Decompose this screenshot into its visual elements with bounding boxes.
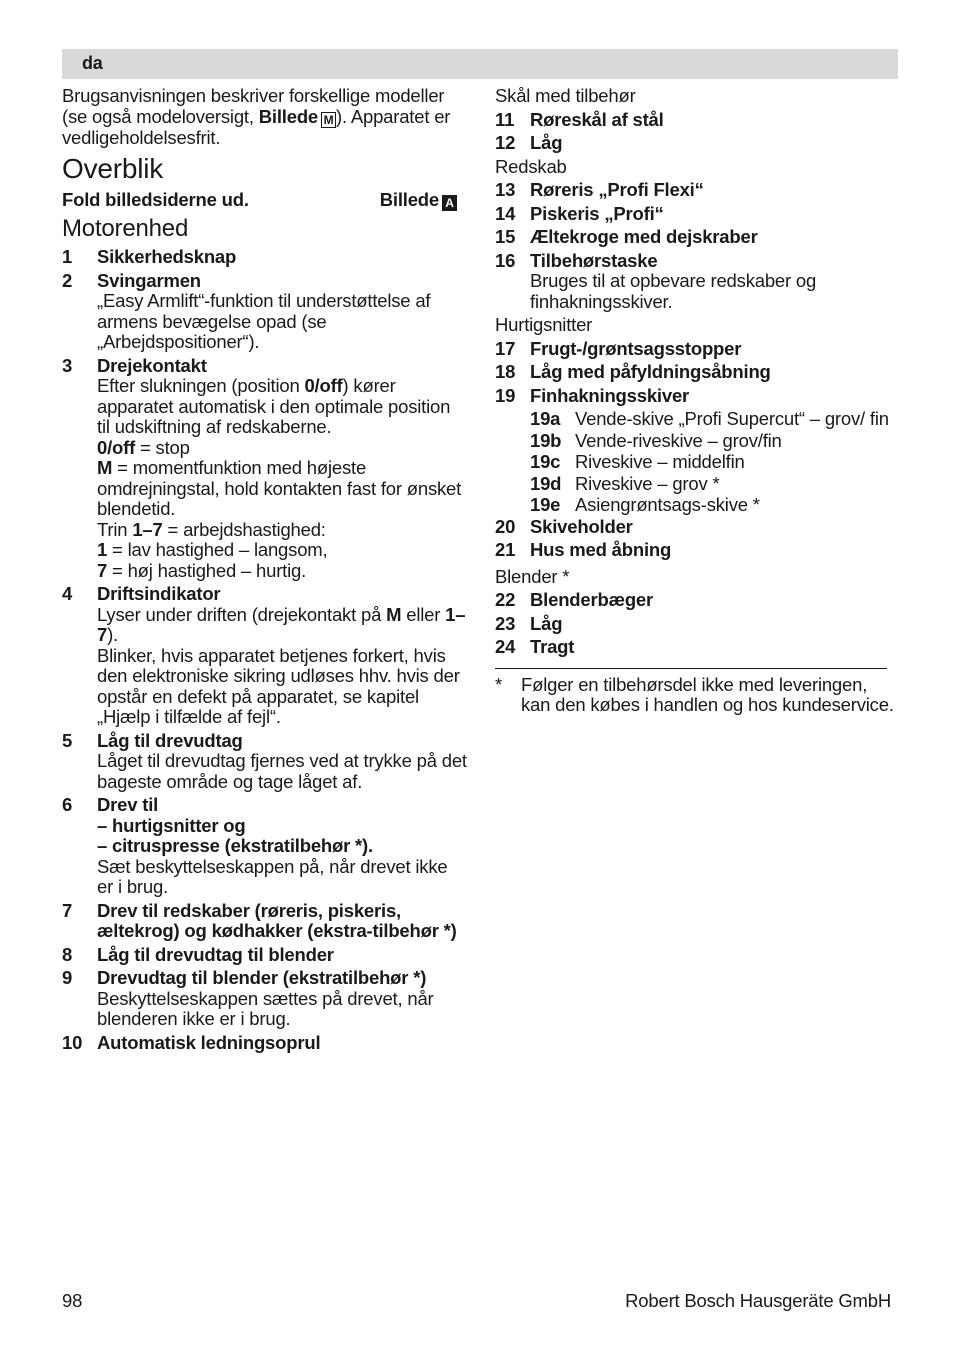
list-item: 14 Piskeris „Profi“ bbox=[495, 202, 664, 224]
list-item: 10 Automatisk ledningsoprul bbox=[62, 1031, 321, 1053]
motor-heading: Motorenhed bbox=[62, 215, 189, 242]
list-item: 1 Sikkerhedsknap bbox=[62, 246, 237, 267]
fold-instruction: Fold billedsiderne ud. Billede A bbox=[62, 188, 467, 212]
list-item: 16 Tilbehørstaske Bruges til at opbevare redskaber og finhakningsskiver. bbox=[495, 249, 817, 312]
intro-paragraph: Brugsanvisningen beskriver forskellige modeller (se også modeloversigt, Billede M ). Apparatet er vedligeholdelsesfrit. bbox=[62, 85, 451, 148]
footnote-divider bbox=[495, 668, 887, 669]
chopper-heading: Hurtigsnitter bbox=[495, 314, 593, 335]
list-item: 23 Låg bbox=[495, 612, 563, 634]
list-item: 3 Drejekontakt Efter slukningen (position 0/off) kører apparatet automatisk i den optimale position til udskiftning af redskaberne. 0/off = stop M = momentfunktion med højeste omdrejningstal, hold kontakten fast for ønsket blendetid. Trin 1–7 = arbejdshastighed: 1 = lav hastighed – langsom, 7 = høj hastighed – hurtig. bbox=[62, 354, 462, 581]
sub-list-item: 19a Vende-skive „Profi Supercut“ – grov/ fin bbox=[530, 408, 889, 429]
bowl-heading: Skål med tilbehør bbox=[495, 85, 636, 106]
sub-list-item: 19b Vende-riveskive – grov/fin bbox=[530, 429, 782, 451]
list-item: 18 Låg med påfyldningsåbning bbox=[495, 361, 771, 382]
company-name: Robert Bosch Hausgeräte GmbH bbox=[625, 1290, 891, 1311]
sub-list-item: 19e Asiengrøntsags-skive * bbox=[530, 494, 760, 515]
sub-list-item: 19d Riveskive – grov * bbox=[530, 472, 720, 494]
figure-a-icon: A bbox=[442, 195, 457, 211]
figure-m-icon: M bbox=[321, 112, 336, 128]
list-item: 24 Tragt bbox=[495, 636, 575, 657]
list-item: 15 Æltekroge med dejskraber bbox=[495, 226, 758, 247]
list-item: 20 Skiveholder bbox=[495, 515, 633, 537]
list-item: 9 Drevudtag til blender (ekstratilbehør *) Beskyttelseskappen sættes på drevet, når blenderen ikke er i brug. bbox=[62, 967, 434, 1029]
list-item: 19 Finhakningsskiver bbox=[495, 384, 690, 406]
list-item: 12 Låg bbox=[495, 132, 563, 153]
page-number: 98 bbox=[62, 1290, 83, 1311]
list-item: 2 Svingarmen „Easy Armlift“-funktion til understøttelse af armens bevægelse opad (se „Arbejdspositioner“). bbox=[62, 269, 431, 352]
list-item: 8 Låg til drevudtag til blender bbox=[62, 943, 334, 965]
list-item: 21 Hus med åbning bbox=[495, 539, 672, 560]
list-item: 13 Røreris „Profi Flexi“ bbox=[495, 179, 704, 200]
list-item: 11 Røreskål af stål bbox=[495, 108, 664, 130]
list-item: 5 Låg til drevudtag Låget til drevudtag fjernes ved at trykke på det bageste område og tage låget af. bbox=[62, 729, 467, 792]
list-item: 22 Blenderbæger bbox=[495, 589, 654, 610]
language-code: da bbox=[82, 53, 103, 73]
language-bar bbox=[62, 49, 898, 79]
left-column bbox=[62, 86, 467, 1056]
list-item: 4 Driftsindikator Lyser under driften (drejekontakt på M eller 1–7). Blinker, hvis apparatet betjenes forkert, hvis den elektroniske sikring udløses hhv. hvis der opstår en defekt på apparatet, se kapitel „Hjælp i tilfælde af fejl“. bbox=[62, 583, 466, 727]
list-item: 6 Drev til – hurtigsnitter og – citruspresse (ekstratilbehør *). Sæt beskyttelseskappen på, når drevet ikke er i brug. bbox=[62, 794, 448, 897]
sub-list-item: 19c Riveskive – middelfin bbox=[530, 451, 745, 472]
tools-heading: Redskab bbox=[495, 155, 567, 177]
list-item: 7 Drev til redskaber (røreris, piskeris, æltekrog) og kødhakker (ekstra-tilbehør *) bbox=[62, 899, 457, 941]
overview-heading: Overblik bbox=[62, 153, 164, 184]
blender-heading: Blender * bbox=[495, 565, 570, 587]
footnote: * Følger en tilbehørsdel ikke med leveringen, kan den købes i handlen og hos kundeservice. bbox=[495, 673, 894, 715]
list-item: 17 Frugt-/grøntsagsstopper bbox=[495, 337, 742, 359]
right-column bbox=[495, 86, 895, 716]
